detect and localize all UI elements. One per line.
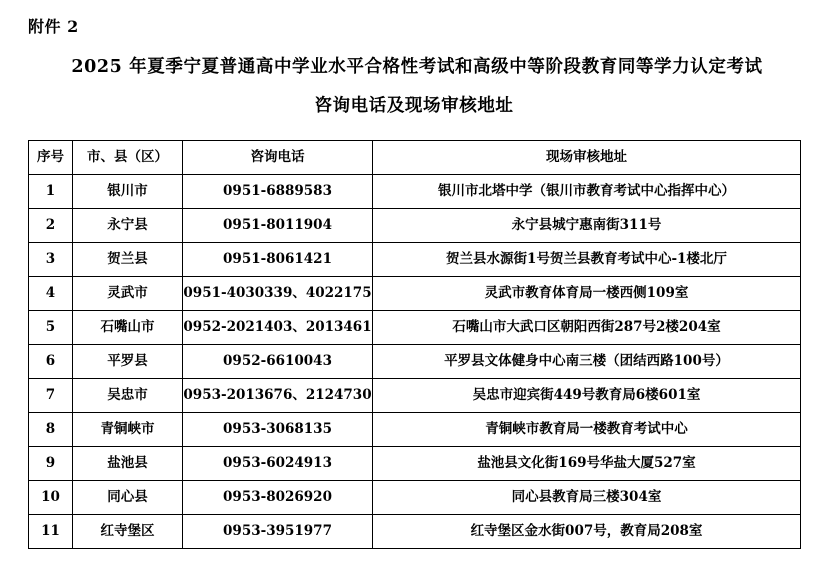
cell-address: 同心县教育局三楼304室 [373, 480, 801, 514]
cell-phone: 0951-8061421 [183, 242, 373, 276]
cell-no: 9 [29, 446, 73, 480]
column-header-phone: 咨询电话 [183, 140, 373, 174]
page-title [28, 51, 800, 124]
document-page [0, 14, 828, 584]
cell-city: 平罗县 [73, 344, 183, 378]
column-header-no: 序号 [29, 140, 73, 174]
cell-no: 8 [29, 412, 73, 446]
cell-phone: 0953-8026920 [183, 480, 373, 514]
page-title-line-1: 2025 年夏季宁夏普通高中学业水平合格性考试和高级中等阶段教育同等学力认定考试 [71, 57, 763, 77]
table-row [29, 480, 801, 514]
cell-address: 银川市北塔中学（银川市教育考试中心指挥中心） [373, 174, 801, 208]
cell-city: 同心县 [73, 480, 183, 514]
cell-address: 青铜峡市教育局一楼教育考试中心 [373, 412, 801, 446]
cell-address: 盐池县文化街169号华盐大厦527室 [373, 446, 801, 480]
column-header-address: 现场审核地址 [373, 140, 801, 174]
cell-no: 3 [29, 242, 73, 276]
table-row [29, 208, 801, 242]
cell-phone: 0951-4030339、4022175 [183, 276, 373, 310]
cell-city: 青铜峡市 [73, 412, 183, 446]
cell-address: 贺兰县水源街1号贺兰县教育考试中心-1楼北厅 [373, 242, 801, 276]
cell-address: 灵武市教育体育局一楼西侧109室 [373, 276, 801, 310]
cell-phone: 0951-8011904 [183, 208, 373, 242]
cell-no: 6 [29, 344, 73, 378]
cell-phone: 0953-3951977 [183, 514, 373, 548]
cell-address: 吴忠市迎宾街449号教育局6楼601室 [373, 378, 801, 412]
cell-phone: 0953-6024913 [183, 446, 373, 480]
cell-phone: 0953-2013676、2124730 [183, 378, 373, 412]
table-row [29, 174, 801, 208]
cell-address: 石嘴山市大武口区朝阳西街287号2楼204室 [373, 310, 801, 344]
cell-phone: 0952-2021403、2013461 [183, 310, 373, 344]
table-row [29, 514, 801, 548]
table-header-row [29, 140, 801, 174]
cell-phone: 0952-6610043 [183, 344, 373, 378]
cell-city: 永宁县 [73, 208, 183, 242]
cell-phone: 0951-6889583 [183, 174, 373, 208]
cell-address: 红寺堡区金水街007号，教育局208室 [373, 514, 801, 548]
consultation-table [28, 140, 801, 549]
table-row [29, 446, 801, 480]
table-row [29, 344, 801, 378]
cell-city: 灵武市 [73, 276, 183, 310]
cell-city: 盐池县 [73, 446, 183, 480]
column-header-city: 市、县（区） [73, 140, 183, 174]
table-row [29, 276, 801, 310]
cell-city: 银川市 [73, 174, 183, 208]
cell-no: 2 [29, 208, 73, 242]
cell-address: 永宁县城宁惠南街311号 [373, 208, 801, 242]
cell-no: 7 [29, 378, 73, 412]
cell-no: 1 [29, 174, 73, 208]
table-row [29, 378, 801, 412]
attachment-label: 附件 2 [28, 17, 79, 36]
cell-no: 10 [29, 480, 73, 514]
cell-city: 石嘴山市 [73, 310, 183, 344]
table-row [29, 412, 801, 446]
cell-no: 4 [29, 276, 73, 310]
table-row [29, 242, 801, 276]
cell-phone: 0953-3068135 [183, 412, 373, 446]
cell-no: 5 [29, 310, 73, 344]
cell-city: 贺兰县 [73, 242, 183, 276]
cell-address: 平罗县文体健身中心南三楼（团结西路100号） [373, 344, 801, 378]
cell-city: 吴忠市 [73, 378, 183, 412]
table-row [29, 310, 801, 344]
cell-city: 红寺堡区 [73, 514, 183, 548]
cell-no: 11 [29, 514, 73, 548]
page-title-line-2: 咨询电话及现场审核地址 [314, 96, 514, 117]
